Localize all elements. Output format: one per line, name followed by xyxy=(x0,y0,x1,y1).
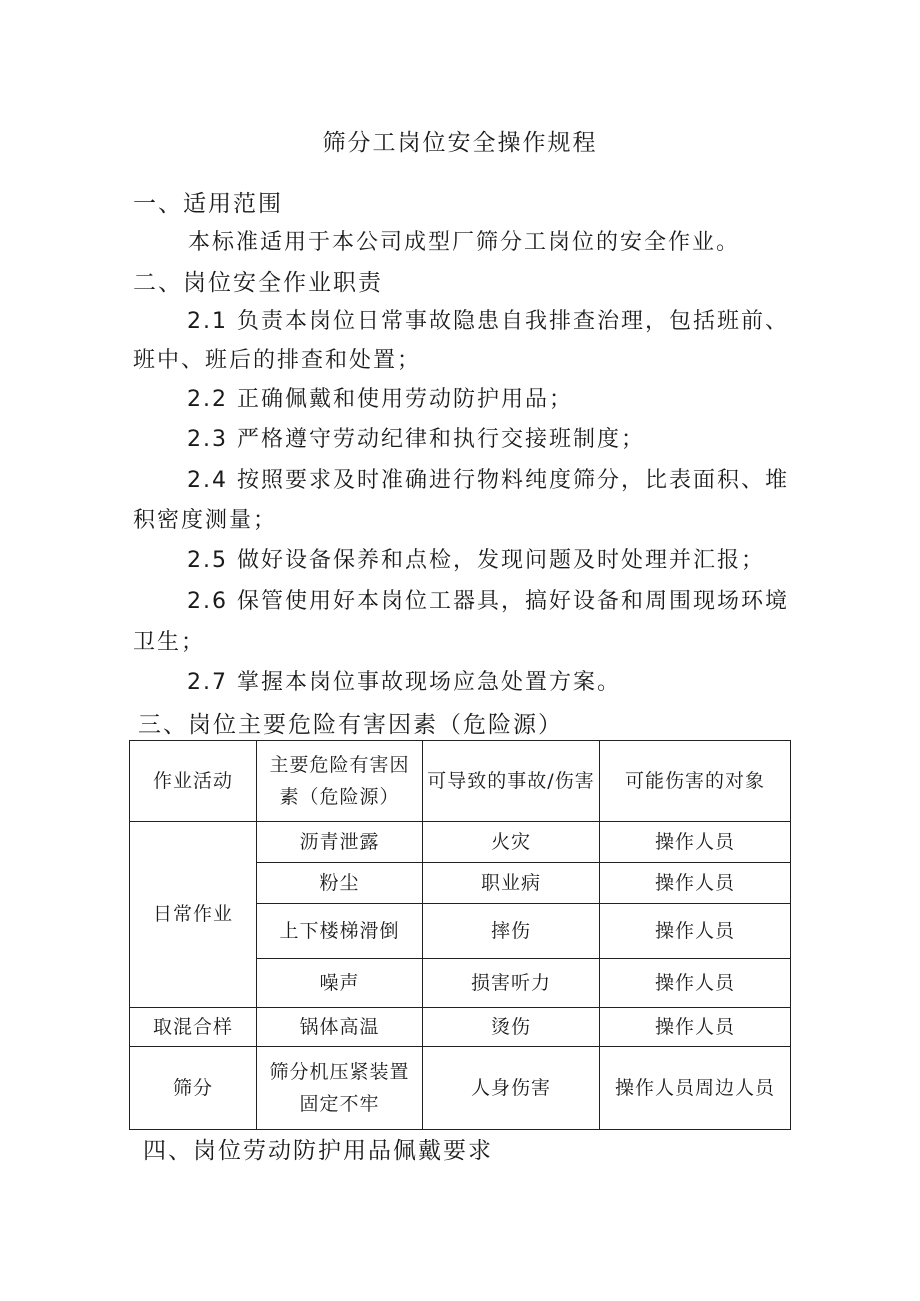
section-2-heading: 二、岗位安全作业职责 xyxy=(133,270,383,296)
table-row xyxy=(130,822,791,863)
duty-item: 2.1 负责本岗位日常事故隐患自我排查治理，包括班前、 xyxy=(187,309,789,334)
header-cell: 作业活动 xyxy=(130,741,257,822)
table-header-row xyxy=(130,741,791,822)
table-row xyxy=(130,1008,791,1047)
hazard-cell: 上下楼梯滑倒 xyxy=(257,904,423,959)
hazard-table xyxy=(129,740,791,1130)
accident-cell: 烫伤 xyxy=(423,1008,600,1047)
target-cell: 操作人员 xyxy=(600,1008,791,1047)
target-cell: 操作人员 xyxy=(600,904,791,959)
duty-item: 2.6 保管使用好本岗位工器具，搞好设备和周围现场环境 xyxy=(187,589,789,614)
hazard-cell: 筛分机压紧装置固定不牢 xyxy=(257,1047,423,1130)
hazard-cell: 噪声 xyxy=(257,959,423,1008)
duty-item: 班中、班后的排查和处置； xyxy=(133,348,422,373)
accident-cell: 损害听力 xyxy=(423,959,600,1008)
section-3-heading: 三、岗位主要危险有害因素（危险源） xyxy=(138,712,563,738)
hazard-cell: 沥青泄露 xyxy=(257,822,423,863)
header-cell: 可能伤害的对象 xyxy=(600,741,791,822)
activity-cell: 取混合样 xyxy=(130,1008,257,1047)
target-cell: 操作人员 xyxy=(600,822,791,863)
duty-item: 卫生； xyxy=(133,630,206,655)
duty-item: 2.4 按照要求及时准确进行物料纯度筛分，比表面积、堆 xyxy=(187,468,789,493)
duty-item: 2.2 正确佩戴和使用劳动防护用品； xyxy=(187,387,573,412)
duty-item: 积密度测量； xyxy=(133,508,278,533)
duty-item: 2.5 做好设备保养和点检，发现问题及时处理并汇报； xyxy=(187,548,765,573)
activity-cell: 筛分 xyxy=(130,1047,257,1130)
target-cell: 操作人员周边人员 xyxy=(600,1047,791,1130)
activity-cell: 日常作业 xyxy=(130,822,257,1008)
target-cell: 操作人员 xyxy=(600,863,791,904)
header-cell: 主要危险有害因素（危险源） xyxy=(257,741,423,822)
accident-cell: 火灾 xyxy=(423,822,600,863)
section-1-text: 本标准适用于本公司成型厂筛分工岗位的安全作业。 xyxy=(188,230,741,255)
hazard-cell: 锅体高温 xyxy=(257,1008,423,1047)
target-cell: 操作人员 xyxy=(600,959,791,1008)
table-row xyxy=(130,1047,791,1130)
accident-cell: 职业病 xyxy=(423,863,600,904)
duty-item: 2.3 严格遵守劳动纪律和执行交接班制度； xyxy=(187,427,645,452)
page-title: 筛分工岗位安全操作规程 xyxy=(322,130,598,156)
header-cell: 可导致的事故/伤害 xyxy=(423,741,600,822)
section-4-heading: 四、岗位劳动防护用品佩戴要求 xyxy=(143,1138,493,1164)
section-1-heading: 一、适用范围 xyxy=(133,191,283,217)
accident-cell: 摔伤 xyxy=(423,904,600,959)
duty-item: 2.7 掌握本岗位事故现场应急处置方案。 xyxy=(187,670,621,695)
hazard-cell: 粉尘 xyxy=(257,863,423,904)
accident-cell: 人身伤害 xyxy=(423,1047,600,1130)
